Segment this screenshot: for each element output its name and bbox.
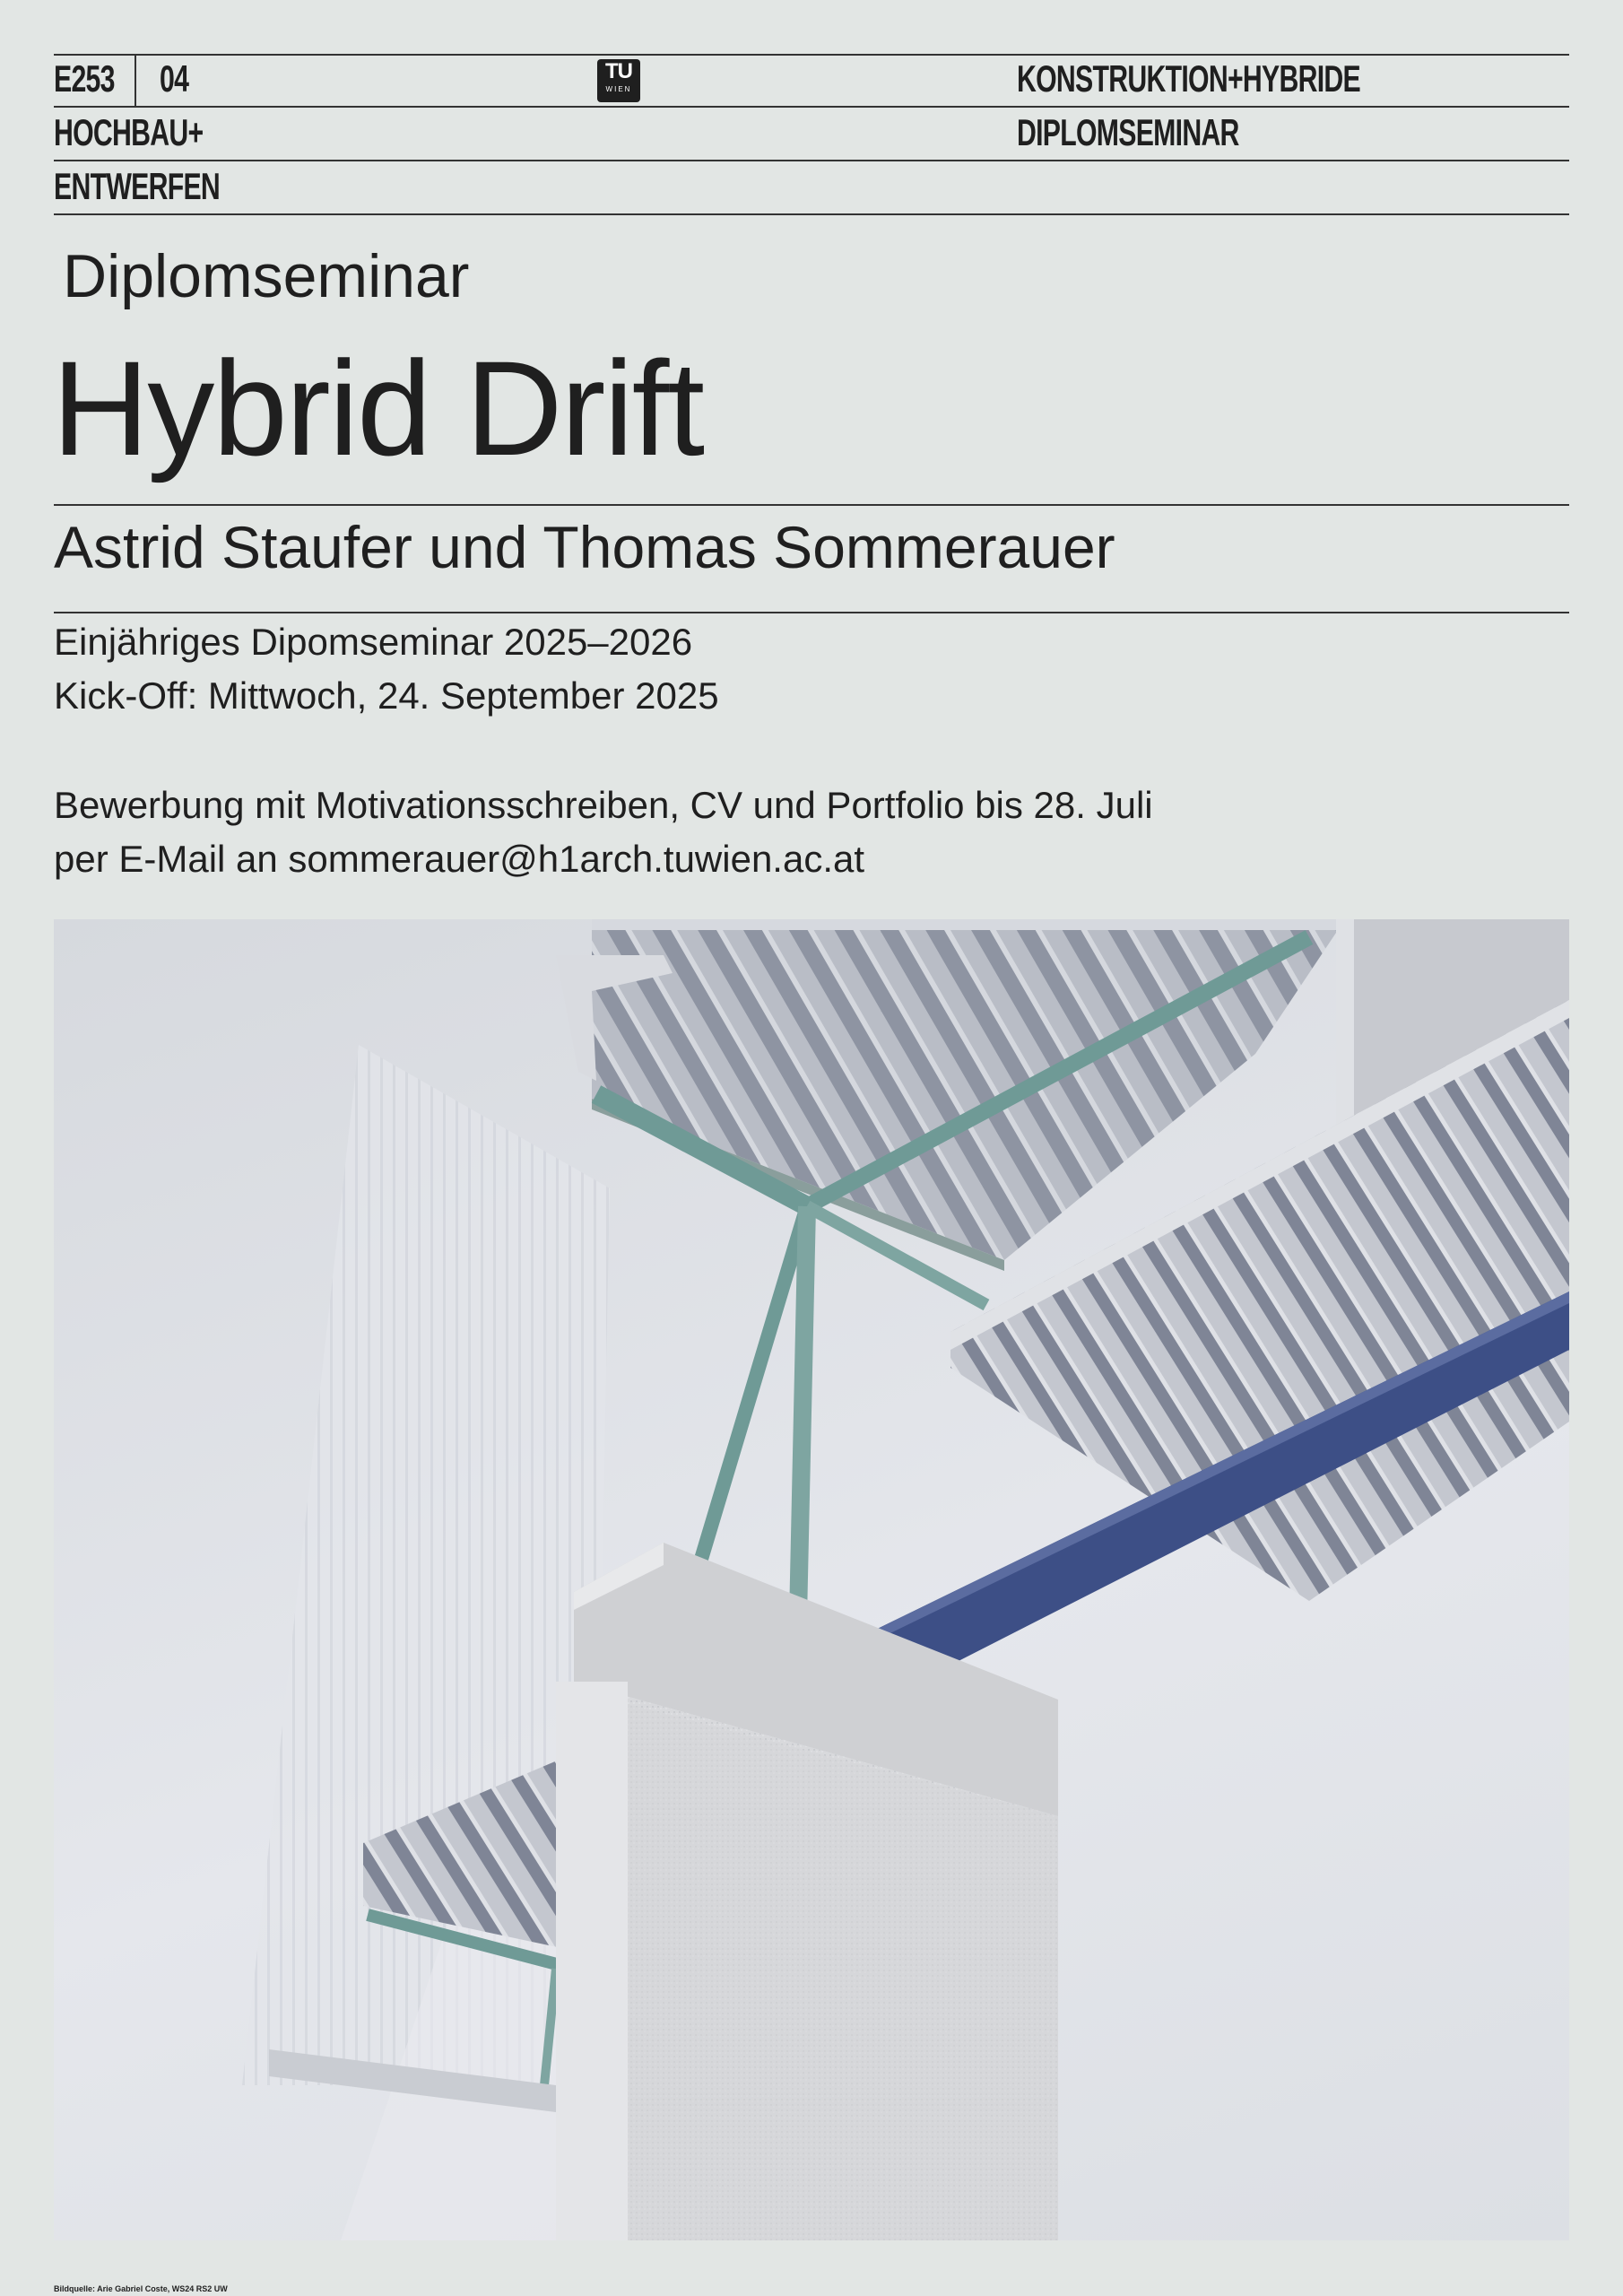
poster-subtitle: Diplomseminar [63, 242, 470, 310]
architecture-model-illustration [54, 919, 1569, 2240]
architecture-photo [54, 919, 1569, 2240]
title-rule [54, 504, 1569, 506]
unit-type: DIPLOMSEMINAR [1017, 111, 1239, 153]
poster-authors: Astrid Staufer und Thomas Sommerauer [54, 514, 1115, 580]
department-line-2: ENTWERFEN [54, 165, 221, 207]
info-email: per E-Mail an sommerauer@h1arch.tuwien.ac.at [54, 838, 865, 880]
unit-name: KONSTRUKTION+HYBRIDE [1017, 57, 1360, 100]
image-credit: Bildquelle: Arie Gabriel Coste, WS24 RS2 UW [54, 2284, 228, 2293]
header-rule-top [54, 54, 1569, 56]
info-program: Einjähriges Dipomseminar 2025–2026 [54, 621, 693, 663]
header-rule-2 [54, 106, 1569, 108]
poster-title: Hybrid Drift [52, 333, 704, 483]
department-line-1: HOCHBAU+ [54, 111, 204, 153]
header-separator [135, 54, 136, 106]
header-rule-4 [54, 213, 1569, 215]
authors-rule [54, 612, 1569, 613]
header-rule-3 [54, 160, 1569, 161]
info-kickoff: Kick-Off: Mittwoch, 24. September 2025 [54, 674, 719, 717]
tu-wien-logo: TU WIEN [597, 59, 640, 102]
course-number: 04 [160, 57, 189, 100]
course-code: E253 [54, 57, 115, 100]
info-application: Bewerbung mit Motivationsschreiben, CV und Portfolio bis 28. Juli [54, 784, 1153, 826]
